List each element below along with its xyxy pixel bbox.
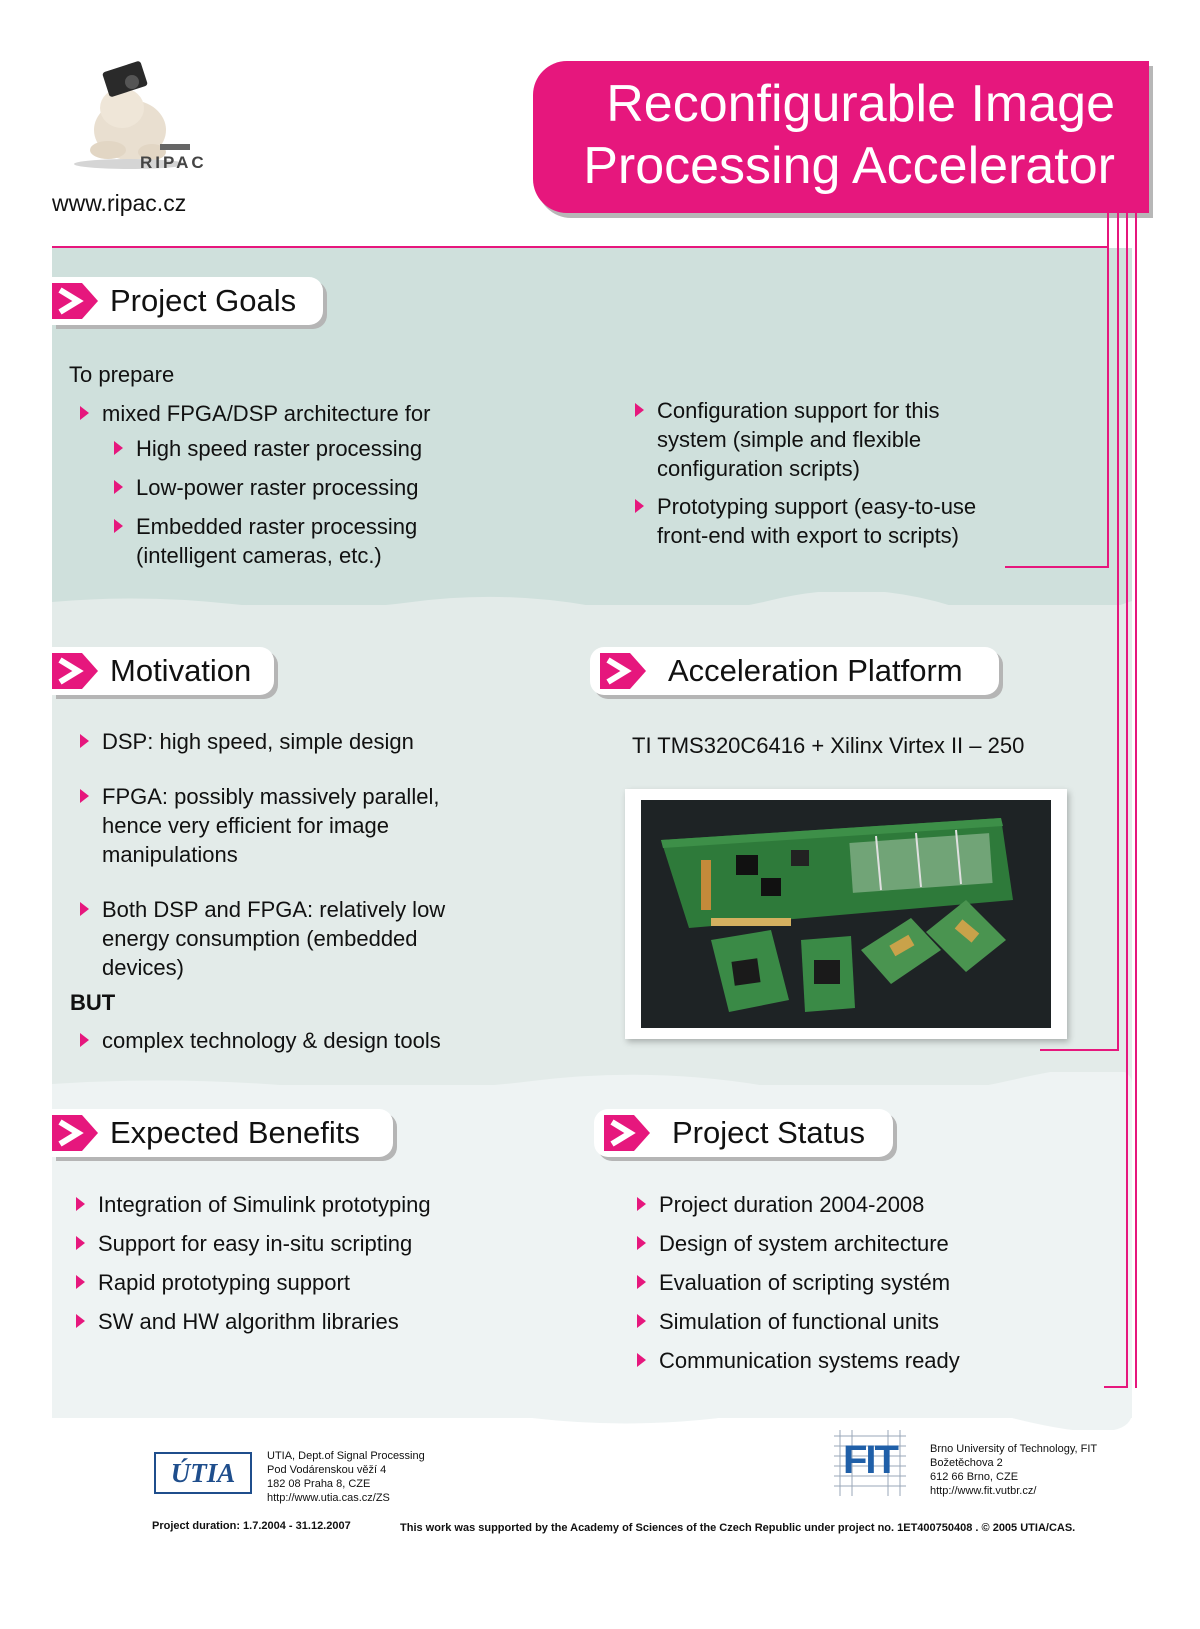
section-header-goals: [52, 277, 323, 325]
goals-right-item: Prototyping support (easy-to-use front-end with export to scripts): [635, 492, 1015, 550]
section-header-platform: [590, 647, 999, 695]
motivation-but: BUT: [70, 990, 116, 1015]
goals-sub-item: Low-power raster processing: [114, 473, 494, 502]
section-header-motivation: [52, 647, 274, 695]
chevron-right-icon: [600, 653, 646, 689]
chevron-right-icon: [52, 653, 98, 689]
goals-right-item: Configuration support for this system (simple and flexible configuration scripts): [635, 396, 965, 483]
benefits-item: SW and HW algorithm libraries: [76, 1307, 536, 1336]
frame-line-h3: [1104, 1386, 1128, 1388]
motivation-item: DSP: high speed, simple design: [80, 727, 500, 756]
frame-line-h2: [1040, 1049, 1119, 1051]
section-title-motivation: Motivation: [110, 653, 252, 688]
fit-address: Brno University of Technology, FIT Božetěchova 2 612 66 Brno, CZE http://www.fit.vutbr.cz/: [930, 1443, 1098, 1497]
support-note: This work was supported by the Academy of Sciences of the Czech Republic under project no. 1ET400750408 . © 2005 UTIA/CAS.: [400, 1522, 1076, 1534]
status-item: Design of system architecture: [637, 1229, 1097, 1258]
band-edge-1: [52, 592, 1132, 616]
chevron-right-icon: [52, 1115, 98, 1151]
section-title-platform: Acceleration Platform: [668, 653, 963, 688]
frame-line-h1: [1005, 566, 1109, 568]
status-item: Evaluation of scripting systém: [637, 1268, 1097, 1297]
section-header-benefits: [52, 1109, 393, 1157]
section-title-status: Project Status: [672, 1115, 865, 1150]
status-item: Communication systems ready: [637, 1346, 1097, 1375]
section-header-status: [594, 1109, 893, 1157]
motivation-item: Both DSP and FPGA: relatively low energy consumption (embedded devices): [80, 895, 490, 982]
status-item: Project duration 2004-2008: [637, 1190, 1097, 1219]
benefits-item: Rapid prototyping support: [76, 1268, 536, 1297]
project-url[interactable]: www.ripac.cz: [52, 190, 187, 216]
title-banner: [533, 61, 1149, 213]
section-title-benefits: Expected Benefits: [110, 1115, 360, 1150]
motivation-item: FPGA: possibly massively parallel, hence very efficient for image manipulations: [80, 782, 480, 869]
frame-line-top: [52, 246, 1107, 248]
goals-sub-item: High speed raster processing: [114, 434, 494, 463]
motivation-last-item: complex technology & design tools: [80, 1026, 500, 1055]
chevron-right-icon: [604, 1115, 650, 1151]
frame-line-v4: [1135, 61, 1137, 1388]
hardware-board-photo: [641, 800, 1051, 1028]
goals-intro: To prepare: [69, 362, 175, 387]
benefits-item: Support for easy in-situ scripting: [76, 1229, 536, 1258]
frame-line-v3: [1126, 213, 1128, 1388]
status-item: Simulation of functional units: [637, 1307, 1097, 1336]
band-edge-2: [52, 1072, 1132, 1096]
fit-logo: FIT: [843, 1438, 897, 1482]
goals-main-item: mixed FPGA/DSP architecture for: [80, 399, 500, 428]
title-line-1: Reconfigurable Image: [606, 75, 1115, 133]
utia-address: UTIA, Dept.of Signal Processing Pod Vodárenskou věží 4 182 08 Praha 8, CZE http://www.utia.cas.cz/ZS: [267, 1450, 425, 1504]
frame-line-v2: [1117, 213, 1119, 1051]
project-duration-note: Project duration: 1.7.2004 - 31.12.2007: [152, 1520, 351, 1532]
section-title-goals: Project Goals: [110, 283, 297, 318]
band-edge-3: [52, 1406, 1132, 1430]
goals-sub-item: Embedded raster processing (intelligent cameras, etc.): [114, 512, 454, 570]
ripac-logo-text: RIPAC: [140, 153, 207, 172]
platform-subtitle: TI TMS320C6416 + Xilinx Virtex II – 250: [632, 733, 1025, 758]
title-line-2: Processing Accelerator: [583, 137, 1115, 195]
frame-line-v1: [1107, 213, 1109, 568]
benefits-item: Integration of Simulink prototyping: [76, 1190, 536, 1219]
utia-logo: ÚTIA: [154, 1452, 252, 1494]
chevron-right-icon: [52, 283, 98, 319]
